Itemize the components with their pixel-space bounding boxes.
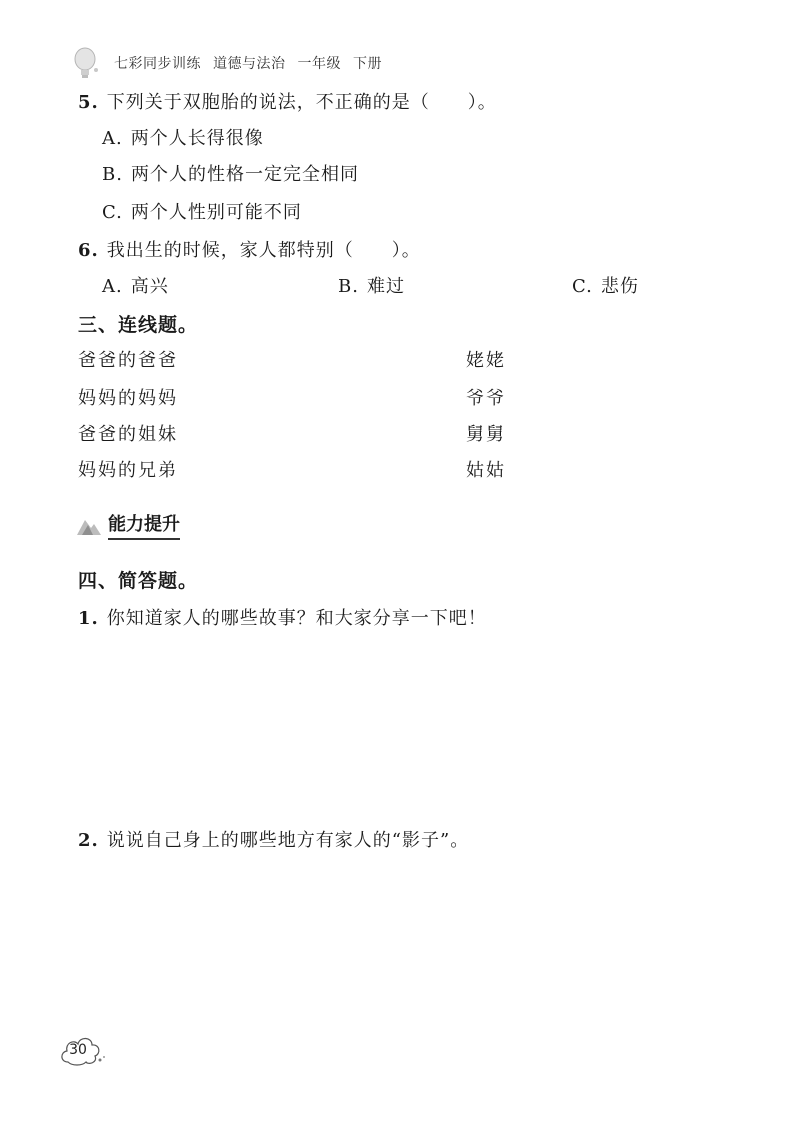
header-volume: 下册 [353, 56, 382, 72]
header-subject: 道德与法治 [213, 56, 286, 72]
ability-banner [76, 510, 180, 540]
q5-option-a: A. 两个人长得很像 [102, 128, 264, 149]
section-4-title: 四、简答题。 [78, 570, 199, 592]
match-right-4[interactable]: 姑姑 [466, 460, 506, 481]
header-series: 七彩同步训练 [114, 56, 201, 72]
q5-option-c: C. 两个人性别可能不同 [102, 202, 302, 223]
section-3-title: 三、连线题。 [78, 314, 199, 336]
question-text: 我出生的时候，家人都特别（ ）。 [106, 240, 421, 261]
q6-option-a: A. 高兴 [102, 276, 169, 297]
question-text: 下列关于双胞胎的说法，不正确的是（ ）。 [106, 92, 497, 113]
short-answer-1: 1. 你知道家人的哪些故事？和大家分享一下吧！ [78, 608, 487, 629]
lightbulb-icon [72, 46, 102, 80]
header-grade: 一年级 [297, 56, 341, 72]
q5-option-b: B. 两个人的性格一定完全相同 [102, 164, 359, 185]
q6-option-c: C. 悲伤 [572, 276, 639, 297]
match-right-3[interactable]: 舅舅 [466, 424, 506, 445]
match-right-1[interactable]: 姥姥 [466, 350, 506, 371]
page-header [72, 46, 382, 80]
match-right-2[interactable]: 爷爷 [466, 388, 506, 409]
match-left-3[interactable]: 爸爸的姐妹 [78, 424, 178, 445]
match-left-2[interactable]: 妈妈的妈妈 [78, 388, 178, 409]
short-answer-2: 2. 说说自己身上的哪些地方有家人的“影子”。 [78, 830, 470, 851]
ability-label: 能力提升 [108, 510, 180, 540]
mountain-icon [76, 514, 102, 536]
question-number: 6. [78, 240, 99, 261]
question-number: 5. [78, 92, 99, 113]
q6-option-b: B. 难过 [338, 276, 405, 297]
page-number-badge [58, 1032, 108, 1068]
page-number: 30 [69, 1042, 87, 1058]
question-5 [78, 88, 497, 114]
match-left-4[interactable]: 妈妈的兄弟 [78, 460, 178, 481]
question-6 [78, 236, 421, 262]
match-left-1[interactable]: 爸爸的爸爸 [78, 350, 178, 371]
